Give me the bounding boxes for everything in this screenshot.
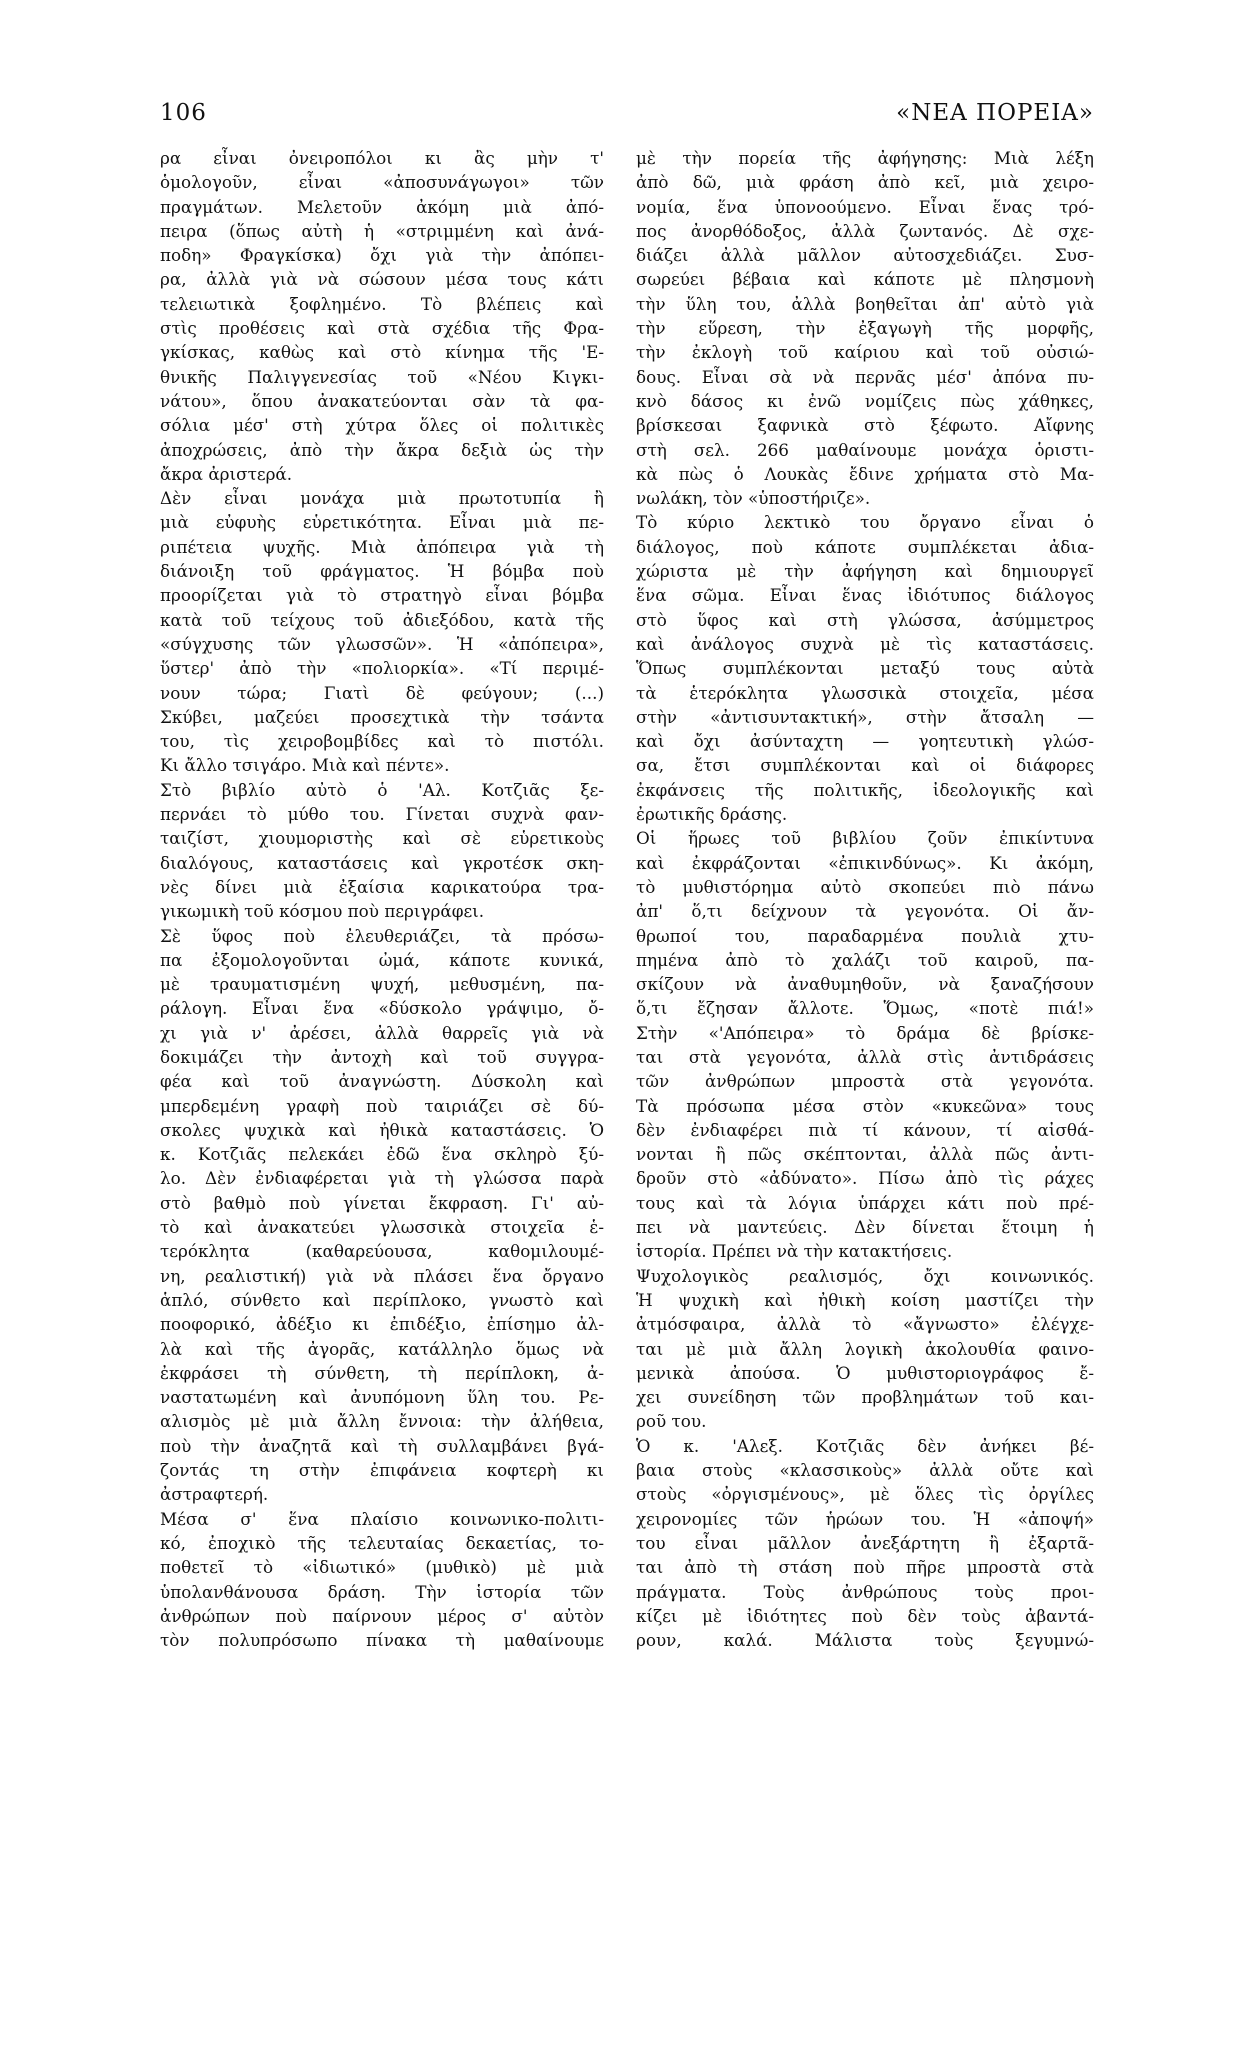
text-line: Οἱ ἥρωες τοῦ βιβλίου ζοῦν ἐπικίντυνα xyxy=(636,828,1094,849)
text-line: πειρα (ὅπως αὐτὴ ἡ «στριμμένη καὶ ἀνά- xyxy=(160,220,604,241)
page-number: 106 xyxy=(160,100,207,126)
text-line: νονται ἢ πῶς σκέπτονται, ἀλλὰ πῶς ἀντι- xyxy=(636,1144,1094,1165)
text-line: ἱστορία. Πρέπει νὰ τὴν κατακτήσεις. xyxy=(636,1241,953,1262)
text-line: στὶς προθέσεις καὶ στὰ σχέδια τῆς Φρα- xyxy=(160,318,604,339)
text-line: νη, ρεαλιστική) γιὰ νὰ πλάσει ἕνα ὄργανο xyxy=(160,1265,604,1286)
text-line: τῶν ἀνθρώπων μπροστὰ στὰ γεγονότα. xyxy=(636,1071,1094,1092)
text-line: τὴν ἐκλογὴ τοῦ καίριου καὶ τοῦ οὐσιώ- xyxy=(636,342,1094,363)
text-line: ἕνα σῶμα. Εἶναι ἕνας ἰδιότυπος διάλογος xyxy=(636,585,1094,606)
text-line: ποὺ τὴν ἀναζητᾶ καὶ τὴ συλλαμβάνει βγά- xyxy=(160,1435,604,1456)
text-line: διάνοιξη τοῦ φράγματος. Ἡ βόμβα ποὺ xyxy=(160,561,604,582)
text-line: τελειωτικὰ ξοφλημένο. Τὸ βλέπεις καὶ xyxy=(160,293,604,314)
text-line: ται μὲ μιὰ ἄλλη λογικὴ ἀκολουθία φαινο- xyxy=(636,1338,1094,1359)
text-line: ἐκφράσει τὴ σύνθετη, τὴ περίπλοκη, ἀ- xyxy=(160,1362,604,1383)
text-line: καὶ ἀνάλογος συχνὰ μὲ τὶς καταστάσεις. xyxy=(636,633,1094,654)
text-line: δους. Εἶναι σὰ νὰ περνᾶς μέσ' ἀπόνα πυ- xyxy=(636,366,1094,387)
text-line: χι γιὰ ν' ἀρέσει, ἀλλὰ θαρρεῖς γιὰ νὰ xyxy=(160,1022,604,1043)
text-line: Στὴν «'Απόπειρα» τὸ δράμα δὲ βρίσκε- xyxy=(636,1022,1094,1043)
text-line: πος ἀνορθόδοξος, ἀλλὰ ζωντανός. Δὲ σχε- xyxy=(636,220,1094,241)
text-line: ται ἀπὸ τὴ στάση ποὺ πῆρε μπροστὰ στὰ xyxy=(636,1557,1094,1578)
journal-title: «ΝΕΑ ΠΟΡΕΙΑ» xyxy=(896,100,1094,126)
text-line: σόλια μέσ' στὴ χύτρα ὅλες οἱ πολιτικὲς xyxy=(160,415,604,436)
text-line: ὁμολογοῦν, εἶναι «ἀποσυνάγωγοι» τῶν xyxy=(160,172,604,193)
text-line: κ. Κοτζιᾶς πελεκάει ἐδῶ ἕνα σκληρὸ ξύ- xyxy=(160,1144,604,1165)
text-line: ἀποχρώσεις, ἀπὸ τὴν ἄκρα δεξιὰ ὡς τὴν xyxy=(160,439,604,460)
text-line: διαλόγους, καταστάσεις καὶ γκροτέσκ σκη- xyxy=(160,852,604,873)
text-line: ποθετεῖ τὸ «ἰδιωτικό» (μυθικὸ) μὲ μιὰ xyxy=(160,1557,604,1578)
text-line: τερόκλητα (καθαρεύουσα, καθομιλουμέ- xyxy=(160,1241,604,1262)
text-line: χει συνείδηση τῶν προβλημάτων τοῦ και- xyxy=(636,1387,1094,1408)
text-line: χώριστα μὲ τὴν ἀφήγηση καὶ δημιουργεῖ xyxy=(636,561,1094,582)
text-line: Τὰ πρόσωπα μέσα στὸν «κυκεῶνα» τους xyxy=(636,1095,1094,1116)
text-line: τὴν εὕρεση, τὴν ἐξαγωγὴ τῆς μορφῆς, xyxy=(636,318,1094,339)
text-line: Ὅπως συμπλέκονται μεταξύ τους αὐτὰ xyxy=(636,658,1094,679)
text-line: πημένα ἀπὸ τὸ χαλάζι τοῦ καιροῦ, πα- xyxy=(636,949,1094,970)
text-line: ταιζίστ, χιουμοριστὴς καὶ σὲ εὑρετικοὺς xyxy=(160,828,604,849)
text-line: ται στὰ γεγονότα, ἀλλὰ στὶς ἀντιδράσεις xyxy=(636,1046,1094,1067)
text-line: σωρεύει βέβαια καὶ κάποτε μὲ πλησμονὴ xyxy=(636,269,1094,290)
text-line: του εἶναι μᾶλλον ἀνεξάρτητη ἢ ἐξαρτᾶ- xyxy=(636,1532,1094,1553)
text-line: ρα, ἀλλὰ γιὰ νὰ σώσουν μέσα τους κάτι xyxy=(160,269,604,290)
text-line: νάτου», ὅπου ἀνακατεύονται σὰν τὰ φα- xyxy=(160,390,604,411)
text-line: του, τὶς χειροβομβίδες καὶ τὸ πιστόλι. xyxy=(160,731,604,752)
text-line: Σκύβει, μαζεύει προσεχτικὰ τὴν τσάντα xyxy=(160,706,604,727)
text-line: λο. Δὲν ἐνδιαφέρεται γιὰ τὴ γλώσσα παρὰ xyxy=(160,1168,604,1189)
text-line: δὲν ἐνδιαφέρει πιὰ τί κάνουν, τί αἰσθά- xyxy=(636,1119,1094,1140)
text-line: Σὲ ὕφος ποὺ ἐλευθεριάζει, τὰ πρόσω- xyxy=(160,925,604,946)
text-line: μιὰ εὐφυὴς εὑρετικότητα. Εἶναι μιὰ πε- xyxy=(160,512,604,533)
text-line: Τὸ κύριο λεκτικὸ του ὄργανο εἶναι ὁ xyxy=(636,512,1094,533)
text-line: νὲς δίνει μιὰ ἐξαίσια καρικατούρα τρα- xyxy=(160,876,604,897)
text-line: ἀτμόσφαιρα, ἀλλὰ τὸ «ἄγνωστο» ἐλέγχε- xyxy=(636,1314,1094,1335)
text-line: μὲ τραυματισμένη ψυχή, μεθυσμένη, πα- xyxy=(160,974,604,995)
text-line: ἀπὸ δῶ, μιὰ φράση ἀπὸ κεῖ, μιὰ χειρο- xyxy=(636,172,1094,193)
text-line: Στὸ βιβλίο αὐτὸ ὁ 'Αλ. Κοτζιᾶς ξε- xyxy=(160,779,604,800)
text-line: Μέσα σ' ἕνα πλαίσιο κοινωνικο-πολιτι- xyxy=(160,1508,604,1529)
text-line: Ὁ κ. 'Αλεξ. Κοτζιᾶς δὲν ἀνήκει βέ- xyxy=(636,1435,1094,1456)
text-line: τὰ ἑτερόκλητα γλωσσικὰ στοιχεῖα, μέσα xyxy=(636,682,1094,703)
text-line: στὸ ὕφος καὶ στὴ γλώσσα, ἀσύμμετρος xyxy=(636,609,1094,630)
page-header xyxy=(160,100,1094,132)
text-line: ὅ,τι ἔζησαν ἄλλοτε. Ὅμως, «ποτὲ πιά!» xyxy=(636,998,1094,1019)
text-line: ἐκφάνσεις τῆς πολιτικῆς, ἰδεολογικῆς καὶ xyxy=(636,779,1094,800)
text-line: διάλογος, ποὺ κάποτε συμπλέκεται ἀδια- xyxy=(636,536,1094,557)
left-text-column xyxy=(160,146,604,1652)
text-line: ὑπολανθάνουσα δράση. Τὴν ἱστορία τῶν xyxy=(160,1581,604,1602)
text-line: στὴ σελ. 266 μαθαίνουμε μονάχα ὁριστι- xyxy=(636,439,1094,460)
text-line: στὴν «ἀντισυντακτική», στὴν ἄτσαλη — xyxy=(636,706,1094,727)
text-line: δροῦν στὸ «ἀδύνατο». Πίσω ἀπὸ τὶς ράχες xyxy=(636,1168,1094,1189)
text-line: νωλάκη, τὸν «ὑποστήριζε». xyxy=(636,488,871,509)
text-line: κὰ πὼς ὁ Λουκὰς ἔδινε χρήματα στὸ Μα- xyxy=(636,463,1094,484)
right-text-column xyxy=(636,146,1094,1652)
text-line: Κι ἄλλο τσιγάρο. Μιὰ καὶ πέντε». xyxy=(160,755,450,776)
text-line: ἄκρα ἀριστερά. xyxy=(160,463,293,484)
text-line: Δὲν εἶναι μονάχα μιὰ πρωτοτυπία ἢ xyxy=(160,488,604,509)
text-line: ροῦ του. xyxy=(636,1411,707,1432)
text-line: ποοφορικό, ἀδέξιο κι ἐπιδέξιο, ἐπίσημο ἀλ- xyxy=(160,1314,604,1335)
text-line: στὸ βαθμὸ ποὺ γίνεται ἔκφραση. Γι' αὐ- xyxy=(160,1192,604,1213)
text-line: μενικὰ ἀπούσα. Ὁ μυθιστοριογράφος ἔ- xyxy=(636,1362,1094,1383)
text-line: ὕστερ' ἀπὸ τὴν «πολιορκία». «Τί περιμέ- xyxy=(160,658,604,679)
text-line: μπερδεμένη γραφὴ ποὺ ταιριάζει σὲ δύ- xyxy=(160,1095,604,1116)
text-line: τους καὶ τὰ λόγια ὑπάρχει κάτι ποὺ πρέ- xyxy=(636,1192,1094,1213)
text-line: ράλογη. Εἶναι ἕνα «δύσκολο γράψιμο, ὄ- xyxy=(160,998,604,1019)
text-line: μὲ τὴν πορεία τῆς ἀφήγησης: Μιὰ λέξη xyxy=(636,148,1094,168)
text-line: τὸν πολυπρόσωπο πίνακα τὴ μαθαίνουμε xyxy=(160,1630,604,1651)
text-line: πει νὰ μαντεύεις. Δὲν δίνεται ἕτοιμη ἡ xyxy=(636,1217,1094,1238)
text-line: πα ἐξομολογοῦνται ὠμά, κάποτε κυνικά, xyxy=(160,949,604,970)
text-line: βαια στοὺς «κλασσικοὺς» ἀλλὰ οὔτε καὶ xyxy=(636,1460,1094,1481)
text-line: καὶ ὄχι ἀσύνταχτη — γοητευτικὴ γλώσ- xyxy=(636,731,1094,752)
text-line: χειρονομίες τῶν ἡρώων του. Ἡ «ἀποψή» xyxy=(636,1508,1094,1529)
text-line: κό, ἐποχικὸ τῆς τελευταίας δεκαετίας, το- xyxy=(160,1532,604,1553)
text-line: ἐρωτικῆς δράσης. xyxy=(636,804,788,825)
text-line: κίζει μὲ ἰδιότητες ποὺ δὲν τοὺς ἀβαντά- xyxy=(636,1605,1094,1626)
text-line: λὰ καὶ τῆς ἀγορᾶς, κατάλληλο ὅμως νὰ xyxy=(160,1338,604,1359)
text-line: νουν τώρα; Γιατὶ δὲ φεύγουν; (...) xyxy=(160,682,604,703)
text-line: γικωμικὴ τοῦ κόσμου ποὺ περιγράφει. xyxy=(160,901,485,922)
text-line: σκολες ψυχικὰ καὶ ἠθικὰ καταστάσεις. Ὁ xyxy=(160,1119,604,1140)
text-line: σα, ἔτσι συμπλέκονται καὶ οἱ διάφορες xyxy=(636,755,1094,776)
text-line: ἀστραφτερή. xyxy=(160,1484,269,1505)
text-line: ναστατωμένη καὶ ἀνυπόμονη ὕλη του. Ρε- xyxy=(160,1387,604,1408)
text-line: σκίζουν νὰ ἀναθυμηθοῦν, νὰ ξαναζήσουν xyxy=(636,974,1094,995)
text-line: φέα καὶ τοῦ ἀναγνώστη. Δύσκολη καὶ xyxy=(160,1071,604,1092)
text-line: καὶ ἐκφράζονται «ἐπικινδύνως». Κι ἀκόμη, xyxy=(636,852,1094,873)
text-line: ρα εἶναι ὀνειροπόλοι κι ἂς μὴν τ' xyxy=(160,148,604,168)
text-line: θνικῆς Παλιγγενεσίας τοῦ «Νέου Κιγκι- xyxy=(160,366,604,387)
text-line: «σύγχυσης τῶν γλωσσῶν». Ἡ «ἀπόπειρα», xyxy=(160,633,604,654)
text-line: τὸ μυθιστόρημα αὐτὸ σκοπεύει πιὸ πάνω xyxy=(636,876,1094,897)
text-line: νομία, ἕνα ὑπονοούμενο. Εἶναι ἕνας τρό- xyxy=(636,196,1094,217)
text-line: θρωποί του, παραδαρμένα πουλιὰ χτυ- xyxy=(636,925,1094,946)
text-line: διάζει ἀλλὰ μᾶλλον αὐτοσχεδιάζει. Συσ- xyxy=(636,245,1094,266)
text-line: πραγμάτων. Μελετοῦν ἀκόμη μιὰ ἀπό- xyxy=(160,196,604,217)
text-line: πράγματα. Τοὺς ἀνθρώπους τοὺς προι- xyxy=(636,1581,1094,1602)
text-line: βρίσκεσαι ξαφνικὰ στὸ ξέφωτο. Αἴφνης xyxy=(636,415,1094,436)
text-line: ποδη» Φραγκίσκα) ὄχι γιὰ τὴν ἀπόπει- xyxy=(160,245,604,266)
text-line: κατὰ τοῦ τείχους τοῦ ἀδιεξόδου, κατὰ τῆς xyxy=(160,609,604,630)
text-line: περνάει τὸ μύθο του. Γίνεται συχνὰ φαν- xyxy=(160,804,604,825)
text-line: τὸ καὶ ἀνακατεύει γλωσσικὰ στοιχεῖα ἑ- xyxy=(160,1217,604,1238)
text-line: γκίσκας, καθὼς καὶ στὸ κίνημα τῆς 'Ε- xyxy=(160,342,604,363)
text-line: ἁπλό, σύνθετο καὶ περίπλοκο, γνωστὸ καὶ xyxy=(160,1289,604,1310)
text-line: προορίζεται γιὰ τὸ στρατηγὸ εἶναι βόμβα xyxy=(160,585,604,606)
text-line: αλισμὸς μὲ μιὰ ἄλλη ἔννοια: τὴν ἀλήθεια, xyxy=(160,1411,604,1432)
text-line: δοκιμάζει τὴν ἀντοχὴ καὶ τοῦ συγγρα- xyxy=(160,1046,604,1067)
text-line: Ψυχολογικὸς ρεαλισμός, ὄχι κοινωνικός. xyxy=(636,1265,1094,1286)
text-line: ἀνθρώπων ποὺ παίρνουν μέρος σ' αὐτὸν xyxy=(160,1605,604,1626)
text-line: ζοντάς τη στὴν ἐπιφάνεια κοφτερὴ κι xyxy=(160,1460,604,1481)
text-line: ριπέτεια ψυχῆς. Μιὰ ἀπόπειρα γιὰ τὴ xyxy=(160,536,604,557)
text-line: Ἡ ψυχικὴ καὶ ἠθικὴ κοίση μαστίζει τὴν xyxy=(636,1289,1094,1310)
text-line: στοὺς «ὀργισμένους», μὲ ὅλες τὶς ὀργίλες xyxy=(636,1484,1094,1505)
text-line: κνὸ δάσος κι ἐνῶ νομίζεις πὼς χάθηκες, xyxy=(636,390,1094,411)
text-line: ρουν, καλά. Μάλιστα τοὺς ξεγυμνώ- xyxy=(636,1630,1094,1651)
text-line: ἀπ' ὅ,τι δείχνουν τὰ γεγονότα. Οἱ ἄν- xyxy=(636,901,1094,922)
text-line: τὴν ὕλη του, ἀλλὰ βοηθεῖται ἀπ' αὐτὸ γιὰ xyxy=(636,293,1094,314)
